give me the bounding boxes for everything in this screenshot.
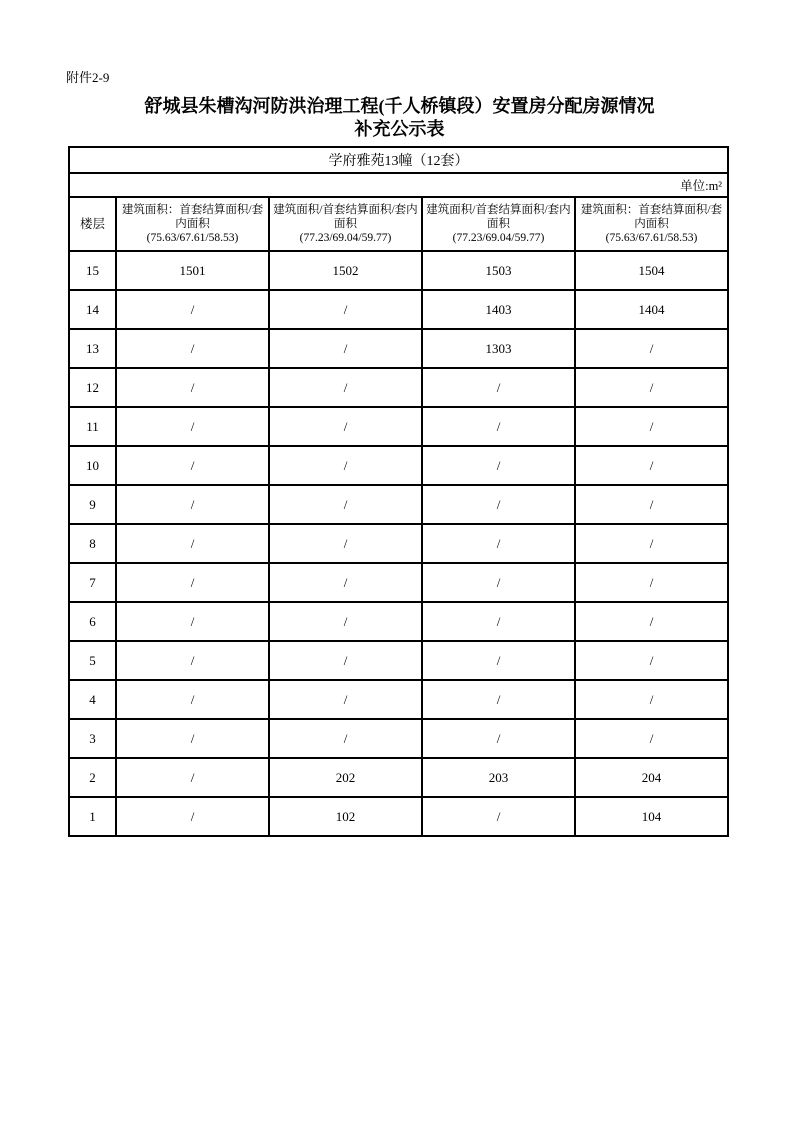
column-header-row (69, 197, 728, 251)
unit-cell: / (575, 719, 728, 758)
table-row (69, 563, 728, 602)
building-header: 学府雅苑13幢（12套） (69, 147, 728, 173)
unit-cell: / (116, 290, 269, 329)
table-row (69, 251, 728, 290)
unit-cell: / (422, 641, 575, 680)
unit-cell: / (116, 446, 269, 485)
unit-cell: / (116, 602, 269, 641)
table-row (69, 407, 728, 446)
unit-cell: / (575, 485, 728, 524)
unit-cell: / (116, 680, 269, 719)
table-row (69, 602, 728, 641)
table-row (69, 524, 728, 563)
unit-cell: / (575, 329, 728, 368)
floor-cell: 15 (69, 251, 116, 290)
area-column-title: 建筑面积：首套结算面积/套内面积 (121, 204, 264, 230)
floor-cell: 12 (69, 368, 116, 407)
area-column-title: 建筑面积：首套结算面积/套内面积 (580, 204, 723, 230)
table-row (69, 290, 728, 329)
unit-cell: 1503 (422, 251, 575, 290)
unit-cell: / (422, 446, 575, 485)
table-row (69, 680, 728, 719)
area-column-spec: (77.23/69.04/59.77) (299, 232, 392, 244)
page-title-line-1: 舒城县朱槽沟河防洪治理工程(千人桥镇段）安置房分配房源情况 (144, 96, 655, 116)
unit-cell: / (116, 719, 269, 758)
area-column-header-4 (575, 197, 728, 251)
floor-cell: 8 (69, 524, 116, 563)
area-column-title: 建筑面积/首套结算面积/套内面积 (273, 204, 418, 230)
unit-cell: / (269, 485, 422, 524)
table-row (69, 641, 728, 680)
unit-cell: / (422, 563, 575, 602)
unit-cell: 104 (575, 797, 728, 836)
floor-cell: 4 (69, 680, 116, 719)
unit-cell: / (116, 407, 269, 446)
floor-cell: 14 (69, 290, 116, 329)
unit-cell: 203 (422, 758, 575, 797)
unit-cell: / (422, 368, 575, 407)
unit-cell: / (422, 797, 575, 836)
area-column-spec: (77.23/69.04/59.77) (452, 232, 545, 244)
unit-cell: / (269, 407, 422, 446)
unit-cell: / (575, 602, 728, 641)
table-row (69, 329, 728, 368)
table-row (69, 719, 728, 758)
unit-cell: 1504 (575, 251, 728, 290)
unit-cell: 1501 (116, 251, 269, 290)
table-body (69, 251, 728, 836)
unit-cell: / (269, 524, 422, 563)
unit-cell: / (575, 680, 728, 719)
unit-cell: / (575, 368, 728, 407)
unit-cell: / (575, 641, 728, 680)
unit-cell: / (116, 368, 269, 407)
area-column-spec: (75.63/67.61/58.53) (146, 232, 239, 244)
unit-cell: 202 (269, 758, 422, 797)
unit-cell: / (116, 563, 269, 602)
page-title (66, 95, 733, 141)
unit-cell: / (269, 602, 422, 641)
area-column-spec: (75.63/67.61/58.53) (605, 232, 698, 244)
attachment-label: 附件2-9 (66, 70, 110, 85)
area-column-header-3 (422, 197, 575, 251)
table-row (69, 758, 728, 797)
unit-cell: / (269, 368, 422, 407)
unit-cell: / (269, 641, 422, 680)
unit-cell: / (269, 719, 422, 758)
unit-cell: 1303 (422, 329, 575, 368)
floor-cell: 13 (69, 329, 116, 368)
table-row (69, 446, 728, 485)
unit-cell: 1403 (422, 290, 575, 329)
unit-cell: / (575, 524, 728, 563)
page-title-line-2: 补充公示表 (354, 119, 445, 139)
unit-cell: / (269, 446, 422, 485)
unit-cell: / (116, 641, 269, 680)
floor-cell: 3 (69, 719, 116, 758)
unit-cell: 204 (575, 758, 728, 797)
floor-cell: 9 (69, 485, 116, 524)
unit-cell: / (116, 485, 269, 524)
unit-cell: 102 (269, 797, 422, 836)
floor-cell: 11 (69, 407, 116, 446)
area-column-title: 建筑面积/首套结算面积/套内面积 (426, 204, 571, 230)
unit-cell: / (422, 680, 575, 719)
unit-cell: / (422, 719, 575, 758)
table-row (69, 797, 728, 836)
unit-cell: / (116, 797, 269, 836)
building-header-row (69, 147, 728, 173)
unit-cell: / (269, 290, 422, 329)
unit-cell: / (116, 758, 269, 797)
unit-cell: / (269, 680, 422, 719)
floor-cell: 2 (69, 758, 116, 797)
unit-label: 单位:m² (69, 173, 728, 197)
unit-cell: / (575, 563, 728, 602)
unit-cell: / (575, 446, 728, 485)
floor-column-header: 楼层 (69, 197, 116, 251)
unit-cell: 1404 (575, 290, 728, 329)
table-row (69, 485, 728, 524)
unit-cell: / (422, 602, 575, 641)
unit-cell: / (269, 329, 422, 368)
table-row (69, 368, 728, 407)
unit-cell: / (422, 485, 575, 524)
area-column-header-2 (269, 197, 422, 251)
unit-cell: / (116, 524, 269, 563)
floor-cell: 7 (69, 563, 116, 602)
floor-cell: 5 (69, 641, 116, 680)
unit-cell: / (422, 407, 575, 446)
floor-cell: 10 (69, 446, 116, 485)
unit-cell: / (575, 407, 728, 446)
unit-cell: / (269, 563, 422, 602)
unit-cell: / (422, 524, 575, 563)
unit-row (69, 173, 728, 197)
floor-cell: 6 (69, 602, 116, 641)
floor-cell: 1 (69, 797, 116, 836)
area-column-header-1 (116, 197, 269, 251)
unit-cell: / (116, 329, 269, 368)
allocation-table (68, 146, 729, 837)
unit-cell: 1502 (269, 251, 422, 290)
